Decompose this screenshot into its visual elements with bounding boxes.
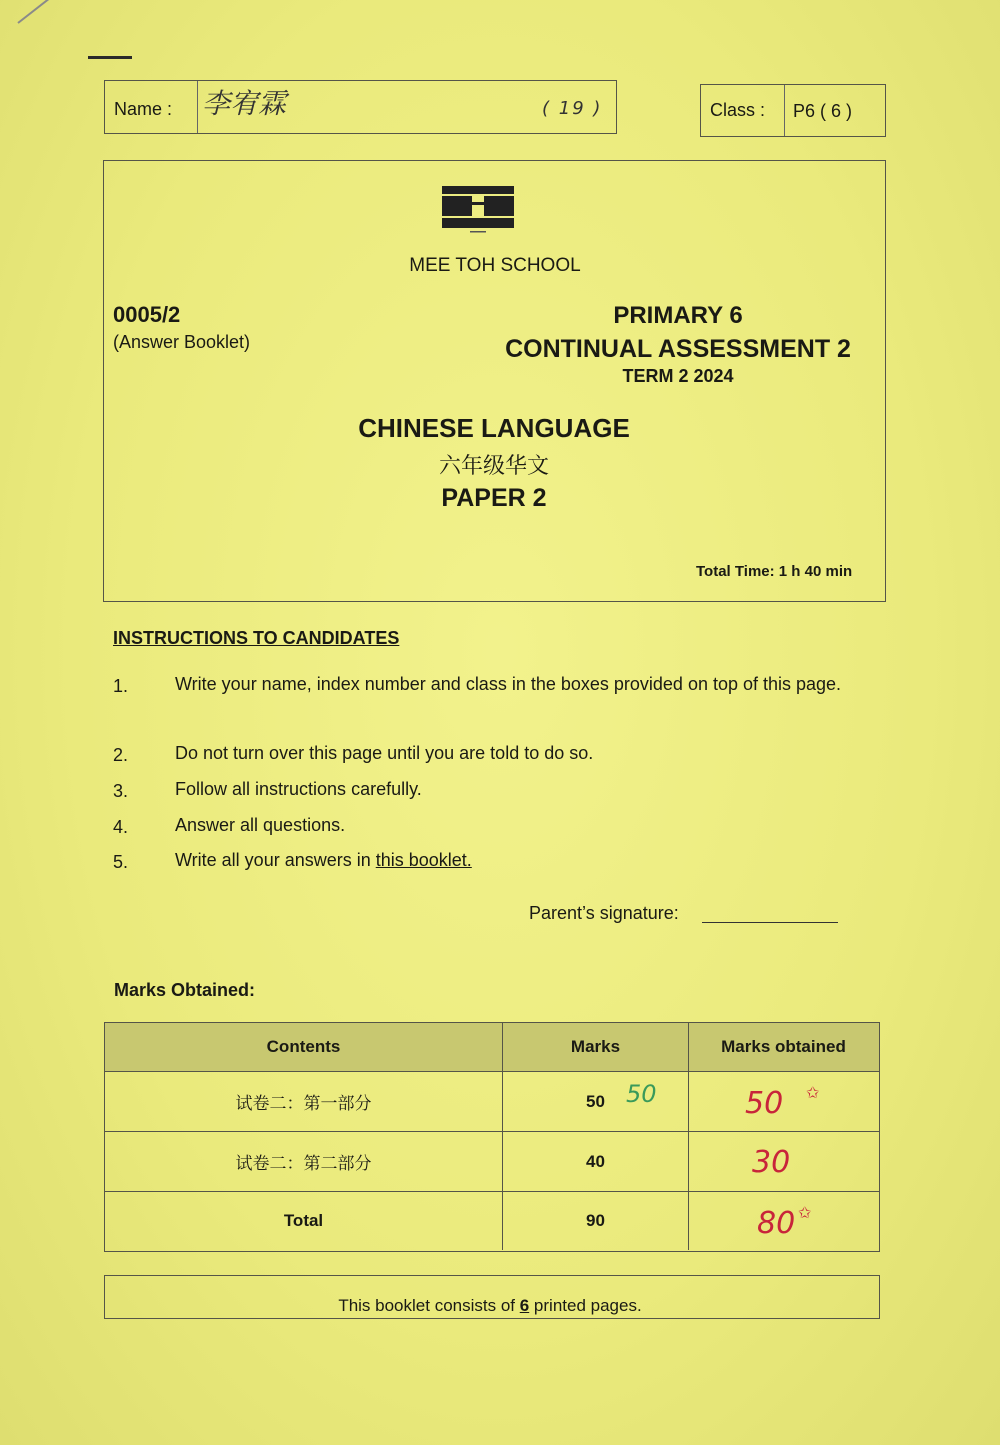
instruction-number: 1. bbox=[113, 676, 129, 696]
name-divider bbox=[197, 81, 198, 133]
parent-signature-label: Parent’s signature: bbox=[529, 903, 679, 923]
class-divider bbox=[784, 85, 785, 136]
marks-title: Marks Obtained: bbox=[114, 980, 256, 1000]
footer-page-count: 6 bbox=[519, 1296, 530, 1315]
table-header-row bbox=[105, 1023, 879, 1072]
row-content: 试卷二：第一部分 bbox=[105, 1072, 503, 1131]
paper-title: PAPER 2 bbox=[441, 484, 547, 512]
class-value: P6 ( 6 ) bbox=[793, 101, 853, 121]
assessment-title: CONTINUAL ASSESSMENT 2 bbox=[505, 335, 851, 363]
subject-title-chinese: 六年级华文 bbox=[438, 454, 549, 479]
instructions-title: INSTRUCTIONS TO CANDIDATES bbox=[113, 628, 400, 648]
name-box bbox=[104, 80, 617, 134]
signature-line bbox=[702, 922, 838, 923]
instruction-underlined: this booklet. bbox=[375, 850, 472, 870]
name-label: Name : bbox=[114, 99, 173, 119]
row-obtained-cell bbox=[689, 1072, 878, 1131]
handwritten-check-mark: 50 bbox=[626, 1080, 657, 1108]
instruction-number: 4. bbox=[113, 817, 129, 837]
handwritten-total-mark: 80 bbox=[757, 1206, 796, 1241]
row-content: 试卷二：第二部分 bbox=[105, 1132, 503, 1191]
instruction-text: Follow all instructions carefully. bbox=[175, 779, 422, 799]
pen-dash bbox=[88, 56, 132, 59]
header-marks: Marks bbox=[503, 1023, 689, 1071]
instruction-text-part: Write all your answers in bbox=[175, 850, 376, 870]
handwritten-obtained-mark: 30 bbox=[752, 1145, 791, 1180]
index-number: ( 19 ) bbox=[542, 98, 603, 119]
school-logo-icon bbox=[442, 186, 514, 234]
instruction-text: Answer all questions. bbox=[175, 815, 346, 835]
level-title: PRIMARY 6 bbox=[613, 302, 743, 329]
star-icon: ✩ bbox=[806, 1085, 820, 1102]
row-content: Total bbox=[105, 1192, 503, 1250]
star-icon: ✩ bbox=[798, 1205, 812, 1222]
row-marks: 40 bbox=[503, 1132, 689, 1191]
footer-text-after: printed pages. bbox=[529, 1296, 642, 1315]
footer-text-before: This booklet consists of bbox=[338, 1296, 520, 1315]
paper-code: 0005/2 bbox=[113, 302, 181, 327]
footer-text bbox=[104, 1296, 876, 1316]
instruction-number: 2. bbox=[113, 745, 129, 765]
handwritten-obtained-mark: 50 bbox=[745, 1086, 784, 1121]
instruction-text: Do not turn over this page until you are told to do so. bbox=[175, 743, 594, 763]
name-handwritten: 李宥霖 bbox=[202, 87, 287, 120]
row-marks: 50 bbox=[503, 1072, 689, 1131]
instruction-text: Write your name, index number and class in the boxes provided on top of this page. bbox=[175, 674, 842, 694]
instruction-number: 5. bbox=[113, 852, 129, 872]
class-label: Class : bbox=[710, 100, 766, 120]
term-title: TERM 2 2024 bbox=[622, 366, 734, 386]
booklet-type: (Answer Booklet) bbox=[113, 332, 251, 352]
row-marks: 90 bbox=[503, 1192, 689, 1250]
subject-title: CHINESE LANGUAGE bbox=[358, 413, 630, 443]
school-name: MEE TOH SCHOOL bbox=[409, 255, 581, 276]
total-time: Total Time: 1 h 40 min bbox=[696, 563, 853, 580]
instruction-text bbox=[175, 842, 875, 878]
header-marks-obtained: Marks obtained bbox=[721, 1037, 846, 1056]
header-contents: Contents bbox=[105, 1023, 503, 1071]
instruction-number: 3. bbox=[113, 781, 129, 801]
pen-stroke bbox=[17, 0, 54, 24]
